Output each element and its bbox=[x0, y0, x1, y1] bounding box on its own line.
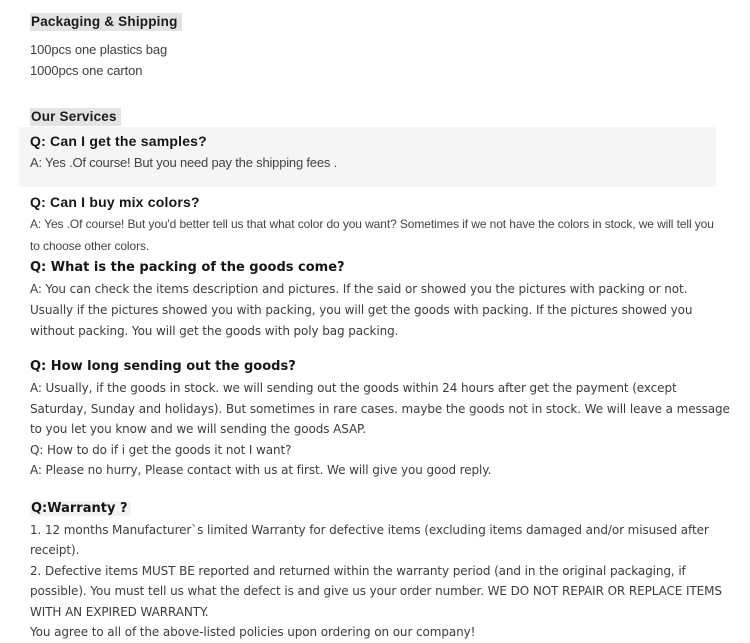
answer-line: 1. 12 months Manufacturer`s limited Warranty for defective items (excluding items damaged and/or misused after bbox=[30, 522, 709, 537]
answer-line: A: You can check the items description and pictures. If the said or showed you the pictures with packing or not. bbox=[30, 282, 688, 296]
answer-line: Usually if the pictures showed you with packing, you will get the goods with packing. If the pictures showed you bbox=[30, 303, 693, 317]
faq-answer bbox=[30, 213, 750, 257]
answer-line: Saturday, Sunday and holidays). But sometimes in rare cases. maybe the goods not in stock. We will leave a message bbox=[30, 401, 730, 416]
answer-line: A: Usually, if the goods in stock. we will sending out the goods within 24 hours after get the payment (except bbox=[30, 381, 677, 395]
faq-block bbox=[30, 191, 750, 257]
faq-block bbox=[30, 498, 750, 643]
faq-answer bbox=[30, 279, 750, 342]
faq-list bbox=[0, 127, 750, 643]
faq-question bbox=[30, 191, 750, 213]
faq-question bbox=[30, 130, 716, 152]
faq-block bbox=[19, 127, 716, 187]
answer-line: A: Yes .Of course! But you'd better tell us that what color do you want? Sometimes if we not have the colors in stock, we will tell you bbox=[30, 217, 714, 231]
faq-block bbox=[30, 257, 750, 342]
faq-question-text: Q: Can I get the samples? bbox=[30, 133, 207, 149]
packaging-shipping-title: Packaging & Shipping bbox=[30, 13, 182, 31]
packaging-line: 1000pcs one carton bbox=[30, 63, 143, 78]
packaging-details bbox=[30, 39, 750, 81]
answer-line: 2. Defective items MUST BE reported and returned within the warranty period (and in the original packaging, if bbox=[30, 563, 686, 578]
answer-line: You agree to all of the above-listed policies upon ordering on our company! bbox=[30, 625, 476, 639]
answer-line: A: Please no hurry, Please contact with us at first. We will give you good reply. bbox=[30, 463, 492, 477]
our-services-title: Our Services bbox=[30, 108, 121, 126]
faq-question bbox=[30, 498, 750, 520]
answer-line: possible). You must tell us what the defect is and give us your order number. WE DO NOT REPAIR OR REPLACE ITEMS bbox=[30, 584, 722, 598]
answer-line: receipt). bbox=[30, 543, 80, 557]
answer-line: without packing. You will get the goods with poly bag packing. bbox=[30, 324, 399, 338]
faq-question-text: Q: Can I buy mix colors? bbox=[30, 194, 200, 210]
faq-answer bbox=[30, 520, 750, 643]
faq-question bbox=[30, 257, 750, 279]
answer-line: Q: How to do if i get the goods it not I want? bbox=[30, 442, 292, 457]
faq-answer bbox=[30, 152, 716, 174]
faq-block bbox=[30, 356, 750, 481]
faq-answer bbox=[30, 378, 750, 481]
faq-question-text: Q: What is the packing of the goods come? bbox=[30, 260, 345, 275]
faq-question bbox=[30, 356, 750, 378]
answer-line: to choose other colors. bbox=[30, 239, 150, 253]
answer-line: WITH AN EXPIRED WARRANTY. bbox=[30, 604, 209, 619]
faq-question-text: Q: How long sending out the goods? bbox=[30, 359, 296, 374]
answer-line: to you let you know and we will sending the goods ASAP. bbox=[30, 422, 367, 436]
answer-line: A: Yes .Of course! But you need pay the shipping fees . bbox=[30, 155, 337, 170]
packaging-line: 100pcs one plastics bag bbox=[30, 42, 168, 57]
faq-question-text: Q:Warranty ? bbox=[30, 501, 131, 516]
